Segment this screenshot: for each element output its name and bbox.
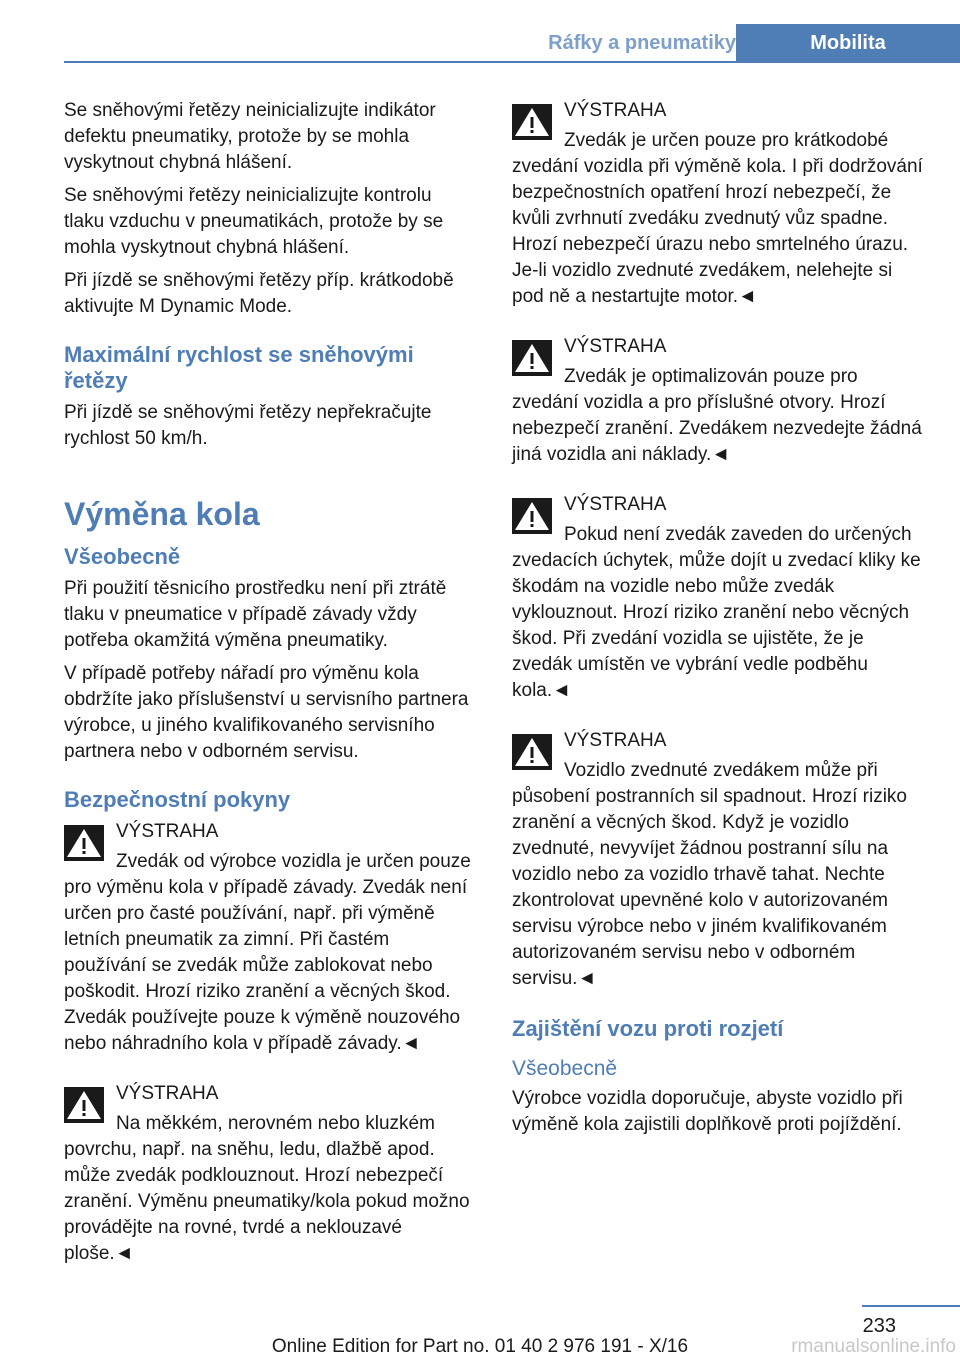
warning-title: VÝSTRAHA xyxy=(564,730,667,751)
warning-triangle-icon xyxy=(64,1087,104,1123)
warning-triangle-icon xyxy=(512,104,552,140)
right-column xyxy=(512,98,924,1145)
heading-max-speed: Maximální rychlost se sněhovými řetězy xyxy=(64,342,414,393)
footer-rule xyxy=(862,1305,960,1307)
heading-wheel-change: Výměna kola xyxy=(64,496,260,532)
warning-body: Vozidlo zvednuté zvedákem může při působení postranních sil spadnout. Hrozí riziko zranění a věcných škod. Když je vozidlo zvednuté, nevyvíjet žádnou postranní sílu na vozidlo nebo za vozidlo trhavě tahat. Nechte zkontrolovat upevněné kolo v autorizovaném servisu výrobce nebo v jiném kvalifikovaném autorizovaném servisu nebo v odborném servisu.◄ xyxy=(512,760,907,989)
warning-title: VÝSTRAHA xyxy=(564,336,667,357)
watermark: rmanualsonline.info xyxy=(791,1336,956,1357)
warning-block xyxy=(512,334,924,468)
warning-block xyxy=(512,492,924,704)
warning-body: Na měkkém, nerovném nebo kluzkém povrchu, např. na sněhu, ledu, dlažbě apod. může zvedák podklouznout. Hrozí nebezpečí zranění. Výměnu pneumatiky/kola pokud možno provádějte na rovné, tvrdé a neklouzavé ploše.◄ xyxy=(64,1113,470,1264)
header-section-title: Ráfky a pneumatiky xyxy=(548,32,736,54)
header-chapter-tab: Mobilita xyxy=(736,24,960,62)
warning-block xyxy=(512,98,924,310)
page-number: 233 xyxy=(862,1315,896,1337)
paragraph: V případě potřeby nářadí pro výměnu kola obdržíte jako příslušenství u servisního partnera výrobce, u jiného kvalifikovaného servisního partnera nebo v odborném servisu. xyxy=(64,663,469,762)
heading-general: Všeobecně xyxy=(64,544,181,569)
paragraph: Výrobce vozidla doporučuje, abyste vozidlo při výměně kola zajistili doplňkově proti pojíždění. xyxy=(512,1088,903,1135)
warning-triangle-icon xyxy=(512,734,552,770)
paragraph: Při použití těsnicího prostředku není při ztrátě tlaku v pneumatice v případě závady vždy potřeba okamžitá výměna pneumatiky. xyxy=(64,578,447,651)
warning-title: VÝSTRAHA xyxy=(564,100,667,121)
warning-title: VÝSTRAHA xyxy=(116,1083,219,1104)
paragraph: Při jízdě se sněhovými řetězy příp. krátkodobě aktivujte M Dynamic Mode. xyxy=(64,270,454,317)
heading-safety: Bezpečnostní pokyny xyxy=(64,787,291,812)
warning-body: Zvedák je určen pouze pro krátkodobé zvedání vozidla při výměně kola. I při dodržování bezpečnostních opatření hrozí nebezpečí, že kvůli zvrhnutí zvedáku zvednutý vůz spadne. Hrozí nebezpečí úrazu nebo smrtelného úrazu. Je-li vozidlo zvednuté zvedákem, nelehejte si pod ně a nestartujte motor.◄ xyxy=(512,130,923,307)
warning-body: Pokud není zvedák zaveden do určených zvedacích úchytek, může dojít u zvedací kliky ke škodám na vozidle nebo může zvedák vyklouznout. Hrozí riziko zranění nebo věcných škod. Při zvedání vozidla se ujistěte, že je zvedák umístěn ve vybrání vedle podběhu kola.◄ xyxy=(512,524,921,701)
warning-title: VÝSTRAHA xyxy=(116,821,219,842)
heading-secure-vehicle: Zajištění vozu proti rozjetí xyxy=(512,1016,784,1041)
warning-title: VÝSTRAHA xyxy=(564,494,667,515)
header-rule xyxy=(64,61,960,63)
warning-body: Zvedák je optimalizován pouze pro zvedání vozidla a pro příslušné otvory. Hrozí nebezpečí zranění. Zvedákem nezvedejte žádná jiná vozidla ani náklady.◄ xyxy=(512,366,922,465)
warning-body: Zvedák od výrobce vozidla je určen pouze pro výměnu kola v případě závady. Zvedák není určen pro časté používání, např. při výměně letních pneumatik za zimní. Při častém používání se zvedák může zablokovat nebo poškodit. Hrozí riziko zranění a věcných škod. Zvedák používejte pouze k výměně nouzového nebo náhradního kola v případě závady.◄ xyxy=(64,851,471,1054)
paragraph: Se sněhovými řetězy neinicializujte indikátor defektu pneumatiky, protože by se mohla vyskytnout chybná hlášení. xyxy=(64,100,436,173)
warning-triangle-icon xyxy=(512,340,552,376)
left-column xyxy=(64,98,476,1291)
paragraph: Se sněhovými řetězy neinicializujte kontrolu tlaku vzduchu v pneumatikách, protože by se mohla vyskytnout chybná hlášení. xyxy=(64,185,444,258)
warning-block xyxy=(512,728,924,992)
page-header xyxy=(0,24,960,62)
warning-block xyxy=(64,1081,476,1267)
edition-line: Online Edition for Part no. 01 40 2 976 191 - X/16 xyxy=(271,1336,689,1357)
paragraph: Při jízdě se sněhovými řetězy nepřekračujte rychlost 50 km/h. xyxy=(64,402,432,449)
warning-triangle-icon xyxy=(512,498,552,534)
heading-general: Všeobecně xyxy=(512,1057,618,1080)
warning-triangle-icon xyxy=(64,825,104,861)
warning-block xyxy=(64,819,476,1057)
